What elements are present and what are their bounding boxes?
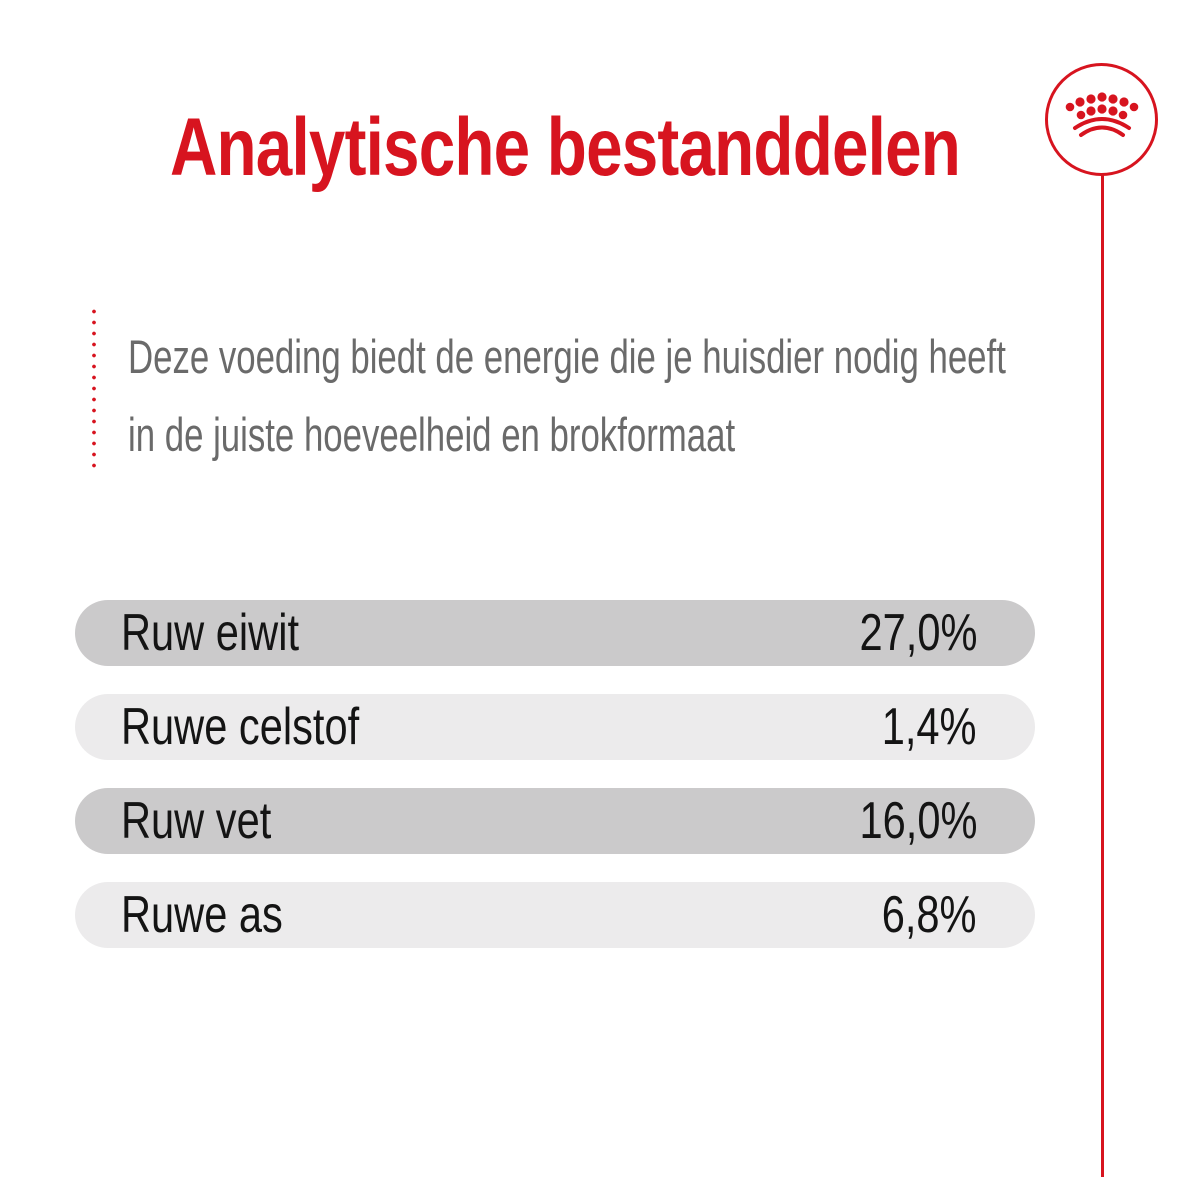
nutrient-value: 27,0%: [859, 604, 977, 662]
dotted-accent-line: [92, 306, 96, 474]
nutrient-label: Ruwe celstof: [121, 698, 360, 756]
nutrient-row: [75, 694, 1035, 760]
page-title: Analytische bestanddelen: [169, 102, 961, 193]
nutrient-row: [75, 600, 1035, 666]
intro-line-1: Deze voeding biedt de energie die je huisdier nodig heeft: [128, 330, 1006, 383]
nutrient-label: Ruw eiwit: [121, 604, 299, 662]
nutrient-row: [75, 882, 1035, 948]
nutrient-value: 16,0%: [859, 792, 977, 850]
nutrient-label: Ruw vet: [121, 792, 272, 850]
nutrient-value: 1,4%: [882, 698, 977, 756]
nutrients-table: [75, 600, 1035, 976]
nutrient-value: 6,8%: [882, 886, 977, 944]
brand-logo: [1045, 63, 1158, 176]
intro-line-2: in de juiste hoeveelheid en brokformaat: [128, 408, 736, 461]
nutrient-row: [75, 788, 1035, 854]
intro-text: [128, 318, 1016, 474]
crown-icon: [1062, 92, 1142, 142]
nutrient-label: Ruwe as: [121, 886, 283, 944]
brand-vertical-line: [1101, 172, 1104, 1177]
